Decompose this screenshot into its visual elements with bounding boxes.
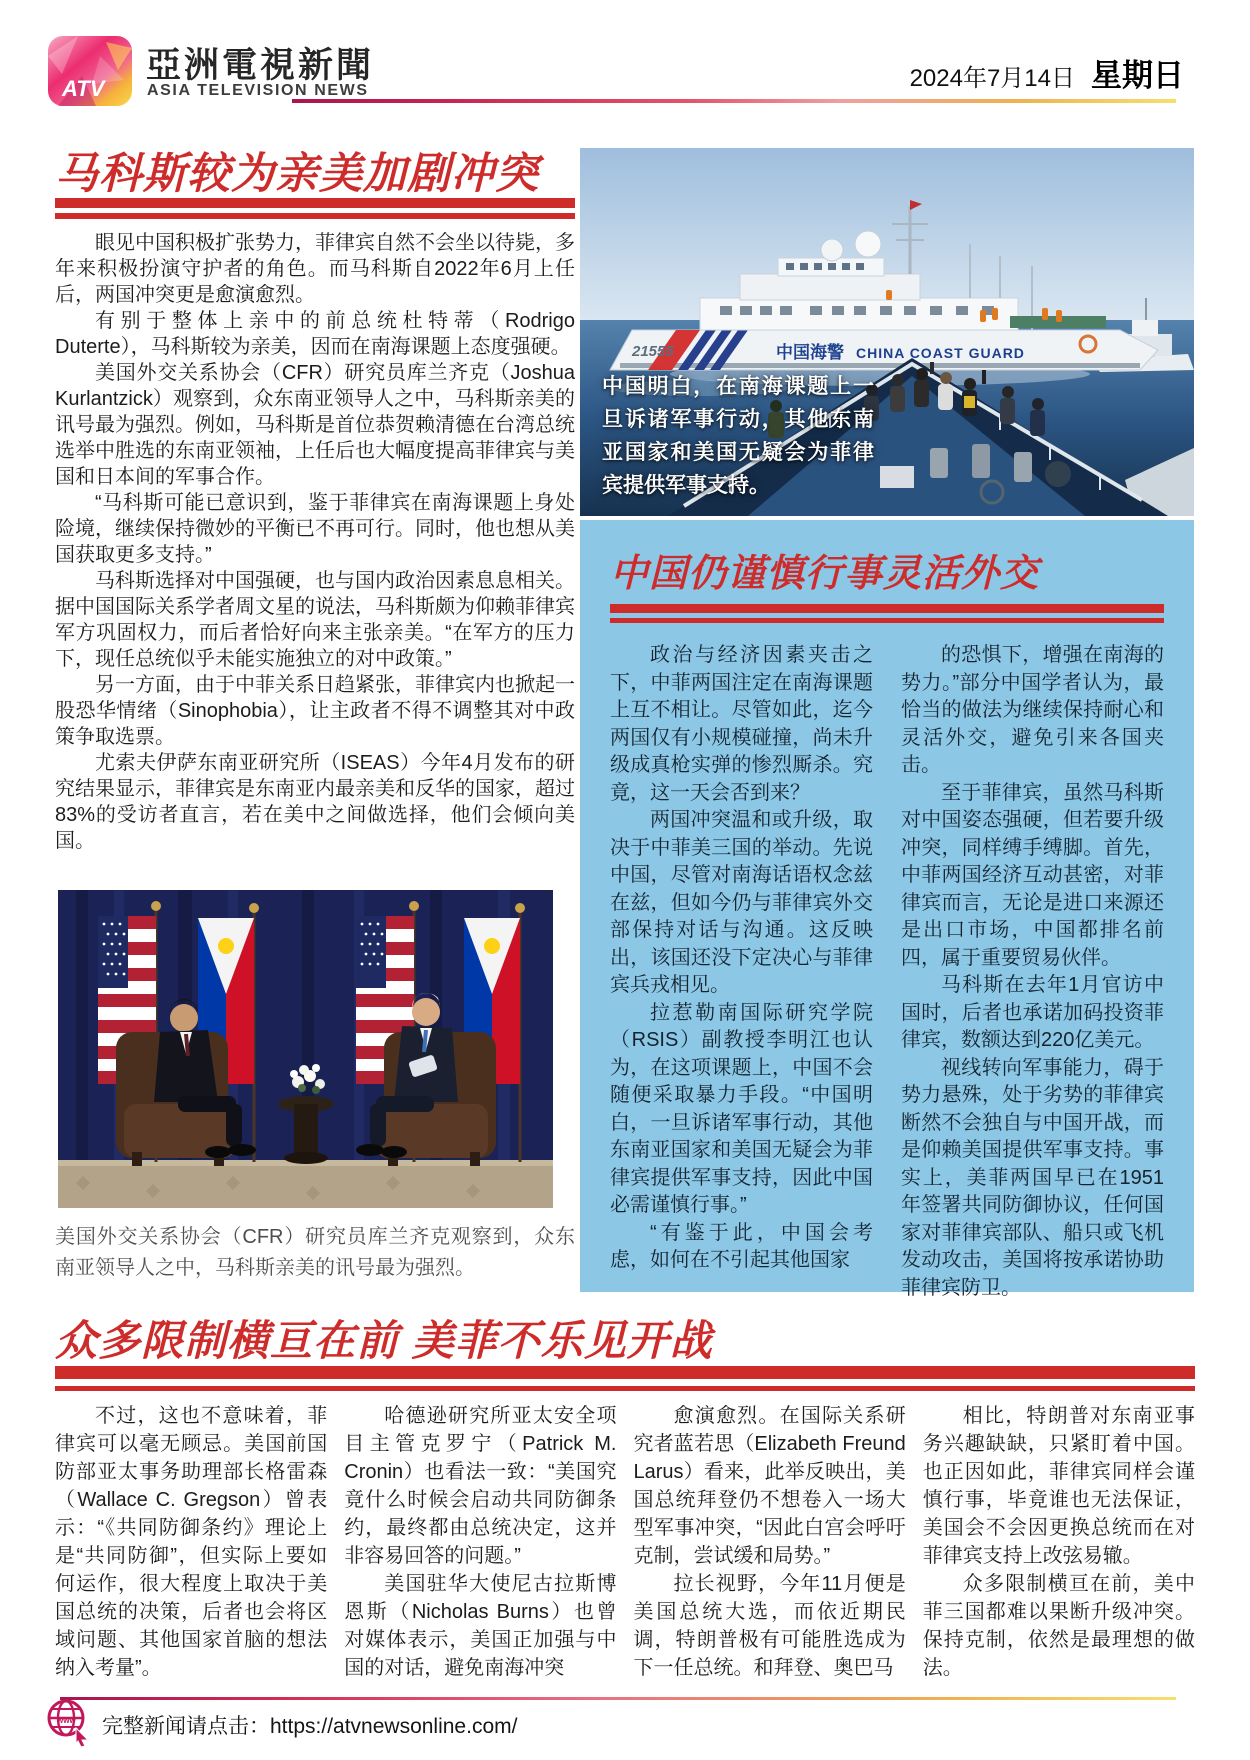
marcos-biden-photo — [58, 890, 553, 1208]
article1-paragraph: 尤索夫伊萨东南亚研究所（ISEAS）今年4月发布的研究结果显示，菲律宾是东南亚内最亲美和反华的国家，超过83%的受访者直言，若在美中之间做选择，他们会倾向美国。 — [55, 752, 575, 852]
article3-columns — [55, 1402, 1195, 1682]
footer-url-link[interactable]: https://atvnewsonline.com/ — [270, 1715, 518, 1738]
footer-gradient-rule — [60, 1697, 1176, 1700]
issue-date — [910, 50, 1184, 95]
article3-paragraph: 美国驻华大使尼古拉斯博恩斯（Nicholas Burns）也曾对媒体表示，美国正加强与中国的对话，避免南海冲突 — [344, 1573, 617, 1679]
article3-column-1 — [55, 1402, 327, 1682]
article3-paragraph: 不过，这也不意味着，菲律宾可以毫无顾忌。美国前国防部亚太事务助理部长格雷森（Wallace C. Gregson）曾表示：“《共同防御条约》理论上是“共同防御”，但实际上要如何运作，很大程度上取决于美国总统的决策，后者也会将区域问题、其他国家首脑的想法纳入考量”。 — [55, 1405, 328, 1679]
marcos-biden-photo-caption: 美国外交关系协会（CFR）研究员库兰齐克观察到，众东南亚领导人之中，马科斯亲美的讯号最为强烈。 — [55, 1226, 575, 1279]
headline-article1: 马科斯较为亲美加剧冲突 — [55, 150, 539, 198]
article3-paragraph: 愈演愈烈。在国际关系研究者蓝若思（Elizabeth Freund Larus）看来，此举反映出，美国总统拜登仍不想卷入一场大型军事冲突，“因此白宫会呼吁克制，尝试缓和局势。” — [633, 1405, 906, 1567]
article2-panel — [580, 520, 1194, 1299]
globe-cursor-icon — [44, 1694, 92, 1748]
article2-paragraph: 视线转向军事能力，碍于势力悬殊，处于劣势的菲律宾断然不会独自与中国开战，而是仰赖美国提供军事支持。事实上，美菲两国早已在1951年签署共同防御协议，任何国家对菲律宾部队、船只或飞机发动攻击，美国将按承诺协助菲律宾防卫。 — [901, 1056, 1164, 1299]
article3-column-2 — [344, 1402, 616, 1682]
headline1-rule-thin — [55, 213, 575, 219]
ship-label-en: CHINA COAST GUARD — [856, 345, 1025, 361]
article3-column-4 — [923, 1402, 1195, 1682]
article2-paragraph: 马科斯在去年1月官访中国时，后者也承诺加码投资菲律宾，数额达到220亿美元。 — [901, 974, 1164, 1051]
article1-paragraph: 美国外交关系协会（CFR）研究员库兰齐克（Joshua Kurlantzick）观察到，众东南亚领导人之中，马科斯亲美的讯号最为强烈。例如，马科斯是首位恭贺赖清德在台湾总统选举中胜选的东南亚领袖，上任后也大幅度提高菲律宾与美国和日本间的军事合作。 — [55, 362, 575, 488]
article2-column-right — [901, 642, 1164, 1302]
article1-paragraph: 眼见中国积极扩张势力，菲律宾自然不会坐以待毙，多年来积极扮演守护者的角色。而马科斯自2022年6月上任后，两国冲突更是愈演愈烈。 — [55, 232, 575, 306]
article1-paragraph: “马科斯可能已意识到，鉴于菲律宾在南海课题上身处险境，继续保持微妙的平衡已不再可行。同时，他也想从美国获取更多支持。” — [55, 492, 575, 566]
footer-cta-label: 完整新闻请点击： — [102, 1715, 270, 1738]
masthead-title-en: ASIA TELEVISION NEWS — [147, 82, 369, 99]
ship-photo-caption-overlay: 中国明白，在南海课题上一旦诉诸军事行动，其他东南亚国家和美国无疑会为菲律宾提供军事支持。 — [602, 375, 874, 497]
headline2-rule-thick — [610, 604, 1164, 613]
article2-paragraph: 至于菲律宾，虽然马科斯对中国姿态强硬，但若要升级冲突，同样缚手缚脚。首先，中菲两国经济互动甚密，对菲律宾而言，无论是进口来源还是出口市场，中国都排名前四，属于重要贸易伙伴。 — [901, 781, 1164, 969]
article1-paragraph: 马科斯选择对中国强硬，也与国内政治因素息息相关。据中国国际关系学者周文星的说法，马科斯颇为仰赖菲律宾军方巩固权力，而后者恰好向来主张亲美。“在军方的压力下，现任总统似乎未能实施独立的对中政策。” — [55, 570, 575, 670]
article2-paragraph: 两国冲突温和或升级，取决于中菲美三国的举动。先说中国，尽管对南海话语权念兹在兹，但如今仍与菲律宾外交部保持对话与沟通。这反映出，该国还没下定决心与菲律宾兵戎相见。 — [610, 809, 873, 996]
headline1-rule-thick — [55, 198, 575, 208]
article3-paragraph: 众多限制横亘在前，美中菲三国都难以果断升级冲突。保持克制，依然是最理想的做法。 — [922, 1573, 1195, 1679]
masthead-title-zh: 亞洲電視新聞 — [146, 46, 375, 85]
headline3-rule-thin — [55, 1386, 1195, 1391]
header-gradient-rule — [292, 99, 1176, 103]
article2-paragraph: 的恐惧下，增强在南海的势力。”部分中国学者认为，最恰当的做法为继续保持耐心和灵活外交，避免引来各国夹击。 — [901, 644, 1164, 776]
atv-logo — [48, 36, 132, 106]
article2-column-left — [610, 642, 873, 1302]
article1-paragraph: 有别于整体上亲中的前总统杜特蒂（Rodrigo Duterte），马科斯较为亲美，因而在南海课题上态度强硬。 — [55, 310, 575, 358]
article2-columns — [610, 642, 1164, 1302]
article3-paragraph: 拉长视野，今年11月便是美国总统大选，而依近期民调，特朗普极有可能胜选成为下一任总统。和拜登、奥巴马 — [633, 1573, 906, 1679]
article3-paragraph: 相比，特朗普对东南亚事务兴趣缺缺，只紧盯着中国。也正因如此，菲律宾同样会谨慎行事，毕竟谁也无法保证，美国会不会因更换总统而在对菲律宾支持上改弦易辙。 — [922, 1405, 1195, 1567]
weekday-text: 星期日 — [1091, 58, 1184, 93]
ship-label-zh: 中国海警 — [776, 343, 844, 362]
footer-cta — [102, 1710, 517, 1740]
article2-paragraph: 政治与经济因素夹击之下，中菲两国注定在南海课题上互不相让。尽管如此，迄今两国仅有小规模碰撞，尚未升级成真枪实弹的惨烈厮杀。究竟，这一天会否到来？ — [610, 644, 873, 804]
svg-text:www: www — [57, 1716, 76, 1725]
headline-article3: 众多限制横亘在前 美菲不乐见开战 — [55, 1317, 713, 1364]
atv-logo-text: ATV — [62, 76, 105, 101]
date-text: 2024年7月14日 — [909, 65, 1075, 92]
article3-paragraph: 哈德逊研究所亚太安全项目主管克罗宁（Patrick M. Cronin）也看法一致：“美国究竟什么时候会启动共同防御条约，最终都由总统决定，这并非容易回答的问题。” — [344, 1405, 617, 1567]
article3-column-3 — [634, 1402, 906, 1682]
headline3-rule-thick — [55, 1366, 1195, 1379]
hull-number: 21555 — [632, 343, 674, 360]
article1-body — [55, 230, 575, 854]
article2-paragraph: 拉惹勒南国际研究学院（RSIS）副教授李明江也认为，在这项课题上，中国不会随便采取暴力手段。“中国明白，一旦诉诸军事行动，其他东南亚国家和美国无疑会为菲律宾提供军事支持，因此中国必需谨慎行事。” — [610, 1001, 873, 1216]
headline2-rule-thin — [610, 618, 1164, 623]
headline-article2: 中国仍谨慎行事灵活外交 — [610, 553, 1040, 595]
article2-paragraph: “有鉴于此，中国会考虑，如何在不引起其他国家 — [610, 1221, 873, 1271]
article1-paragraph: 另一方面，由于中菲关系日趋紧张，菲律宾内也掀起一股恐华情绪（Sinophobia），让主政者不得不调整其对中政策争取选票。 — [55, 674, 575, 748]
coast-guard-photo — [580, 148, 1194, 516]
